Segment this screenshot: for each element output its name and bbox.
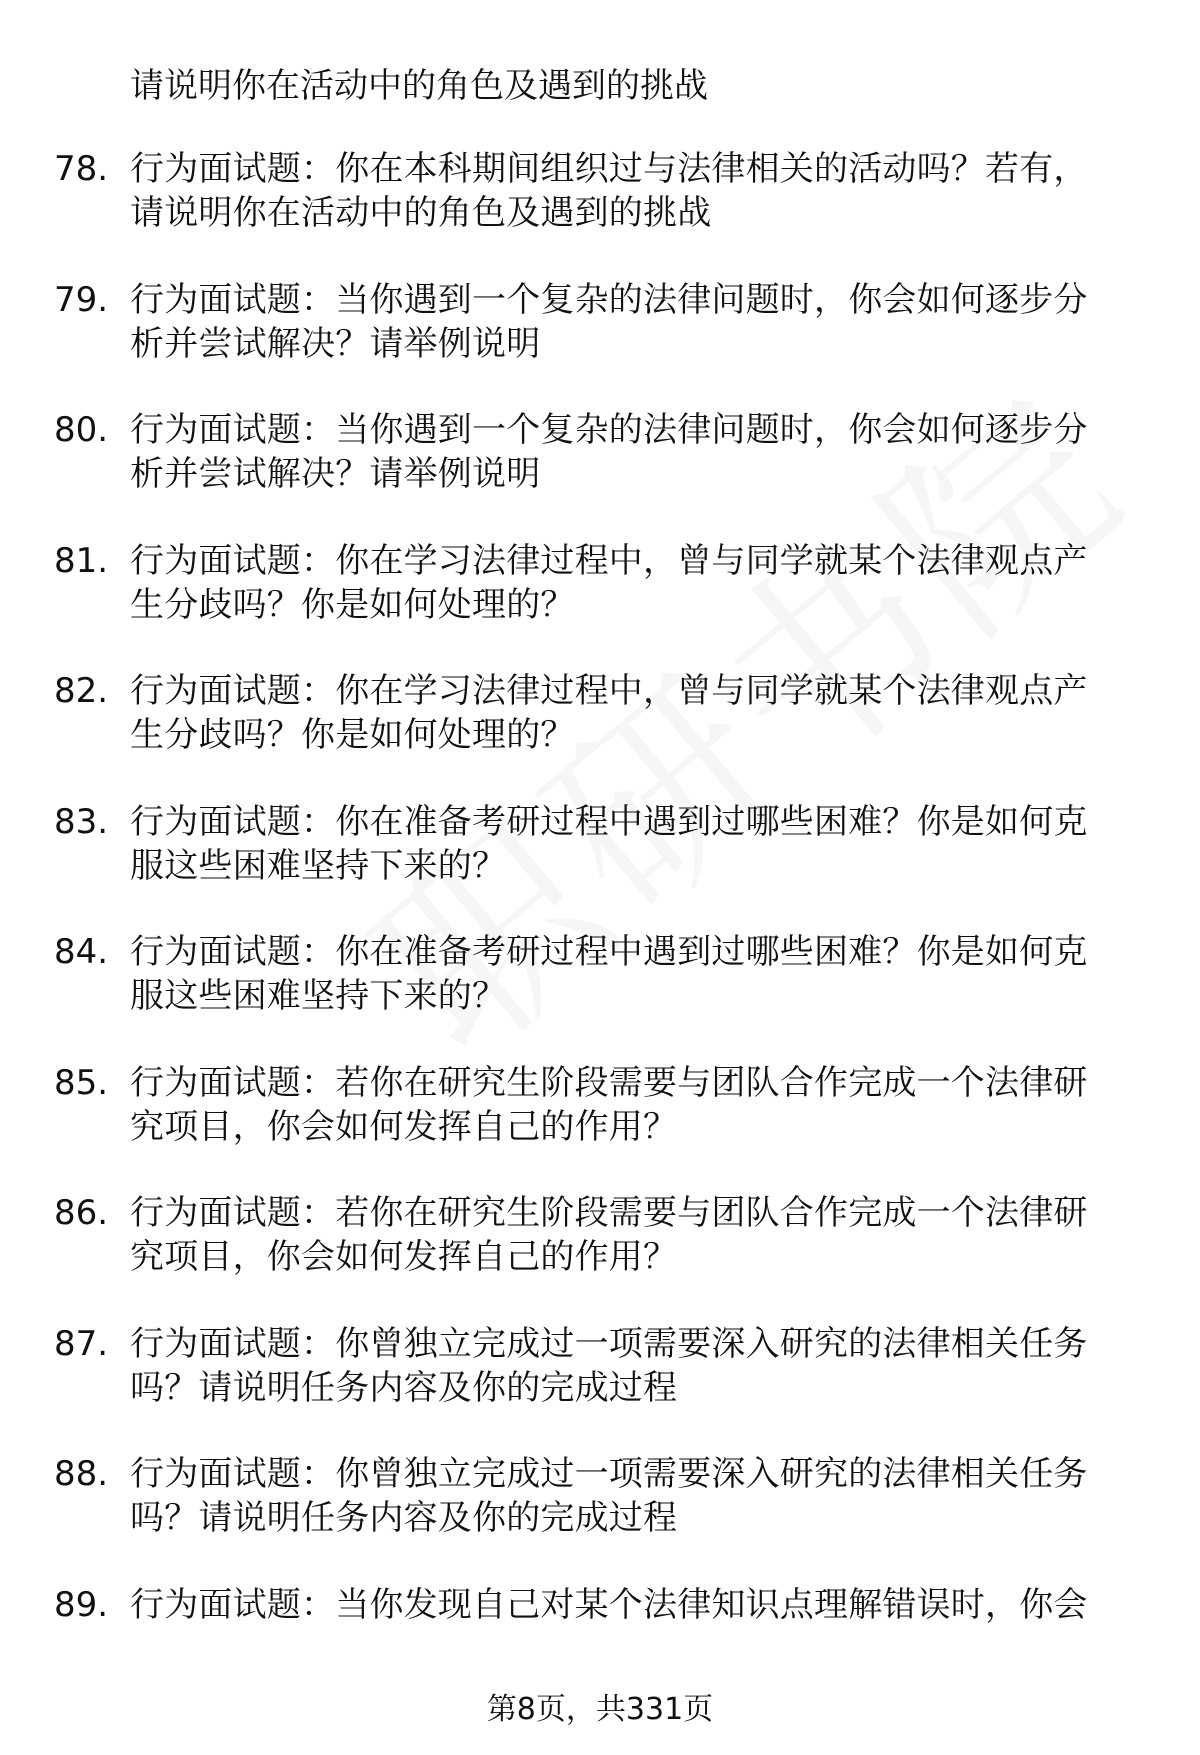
item-line: 行为面试题：若你在研究生阶段需要与团队合作完成一个法律研 xyxy=(130,1193,1088,1233)
list-item xyxy=(0,278,1200,409)
list-item xyxy=(0,1452,1200,1583)
list-item xyxy=(0,669,1200,800)
item-line: 究项目，你会如何发挥自己的作用？ xyxy=(130,1106,678,1147)
item-text xyxy=(130,147,1142,235)
item-line: 行为面试题：当你发现自己对某个法律知识点理解错误时，你会 xyxy=(130,1584,1088,1625)
item-text xyxy=(130,408,1142,496)
item-line: 行为面试题：当你遇到一个复杂的法律问题时，你会如何逐步分 xyxy=(130,410,1088,450)
item-number: 81. xyxy=(54,540,109,581)
list-item xyxy=(0,408,1200,539)
item-line: 行为面试题：你在准备考研过程中遇到过哪些困难？你是如何克 xyxy=(130,801,1088,842)
question-list xyxy=(0,147,1200,1713)
item-text xyxy=(130,539,1142,627)
item-line: 服这些困难坚持下来的？ xyxy=(130,976,507,1016)
item-line: 行为面试题：你在学习法律过程中，曾与同学就某个法律观点产 xyxy=(130,540,1088,581)
item-line: 行为面试题：你曾独立完成过一项需要深入研究的法律相关任务 xyxy=(130,1454,1088,1494)
item-text xyxy=(130,800,1142,888)
item-text xyxy=(130,1452,1142,1540)
item-text xyxy=(130,1322,1142,1410)
item-number: 80. xyxy=(54,410,109,450)
item-number: 82. xyxy=(54,671,109,711)
item-text xyxy=(130,278,1142,366)
item-line: 究项目，你会如何发挥自己的作用？ xyxy=(130,1237,678,1277)
item-line: 行为面试题：你在本科期间组织过与法律相关的活动吗？若有， xyxy=(130,149,1088,189)
item-line: 行为面试题：你在准备考研过程中遇到过哪些困难？你是如何克 xyxy=(130,932,1088,972)
item-line: 生分歧吗？你是如何处理的？ xyxy=(130,715,575,755)
page-footer: 第8页，共331页 xyxy=(486,1692,714,1727)
item-number: 84. xyxy=(54,932,109,972)
item-line: 行为面试题：你在学习法律过程中，曾与同学就某个法律观点产 xyxy=(130,671,1088,711)
item-line: 吗？请说明任务内容及你的完成过程 xyxy=(130,1367,678,1408)
item-text xyxy=(130,930,1142,1018)
list-item xyxy=(0,147,1200,278)
item-line: 行为面试题：若你在研究生阶段需要与团队合作完成一个法律研 xyxy=(130,1062,1088,1103)
list-item xyxy=(0,1322,1200,1453)
item-line: 行为面试题：当你遇到一个复杂的法律问题时，你会如何逐步分 xyxy=(130,279,1088,320)
item-line: 服这些困难坚持下来的？ xyxy=(130,845,507,886)
item-text xyxy=(130,1583,1142,1627)
item-line: 析并尝试解决？请举例说明 xyxy=(130,323,541,364)
item-text xyxy=(130,669,1142,757)
item-number: 78. xyxy=(54,149,109,189)
item-line: 生分歧吗？你是如何处理的？ xyxy=(130,584,575,625)
item-number: 89. xyxy=(54,1584,109,1625)
list-item xyxy=(0,800,1200,931)
item-number: 85. xyxy=(54,1062,109,1103)
item-number: 87. xyxy=(54,1323,109,1364)
item-number: 79. xyxy=(54,279,109,320)
item-text xyxy=(130,1061,1142,1149)
item-line: 请说明你在活动中的角色及遇到的挑战 xyxy=(130,193,712,233)
list-item xyxy=(0,539,1200,670)
item-number: 83. xyxy=(54,801,109,842)
item-line: 析并尝试解决？请举例说明 xyxy=(130,454,541,494)
list-item xyxy=(0,930,1200,1061)
list-item xyxy=(0,1191,1200,1322)
item-number: 88. xyxy=(54,1454,109,1494)
item-line: 吗？请说明任务内容及你的完成过程 xyxy=(130,1498,678,1538)
continued-text: 请说明你在活动中的角色及遇到的挑战 xyxy=(130,66,708,106)
item-line: 行为面试题：你曾独立完成过一项需要深入研究的法律相关任务 xyxy=(130,1323,1088,1364)
item-number: 86. xyxy=(54,1193,109,1233)
item-text xyxy=(130,1191,1142,1279)
list-item xyxy=(0,1061,1200,1192)
